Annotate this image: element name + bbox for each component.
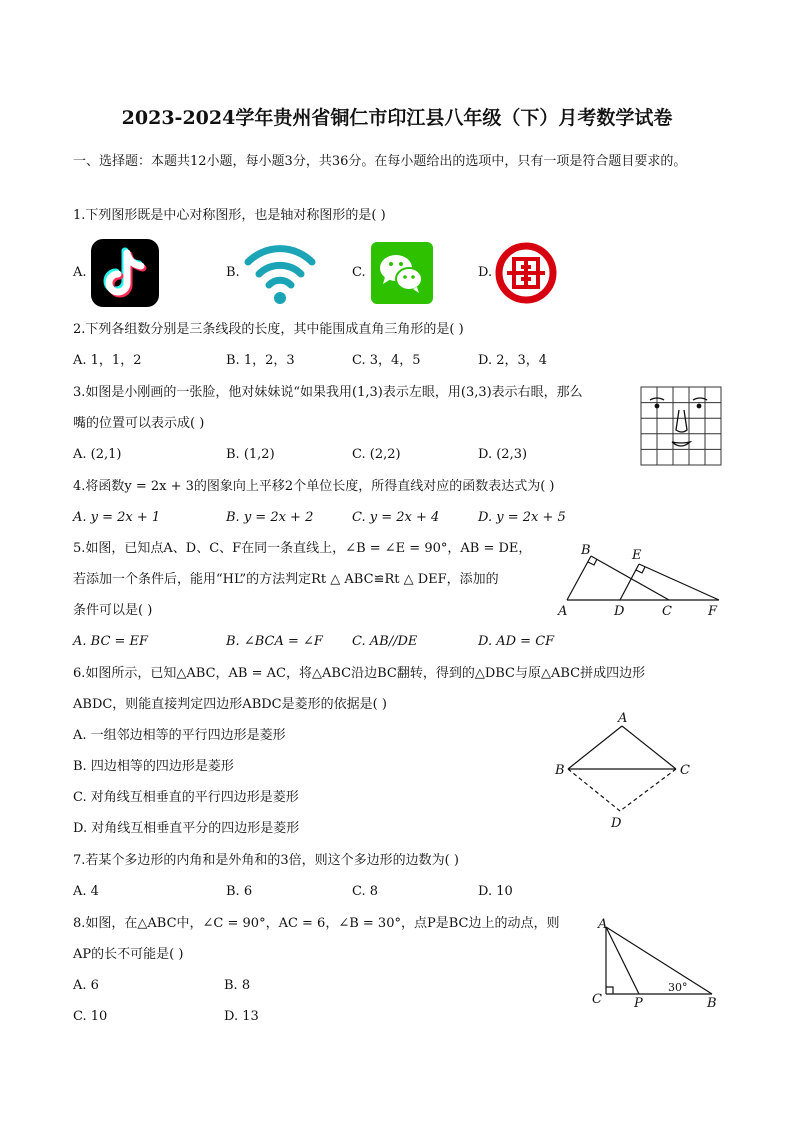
q8-option-c: C. 10 [73,1009,108,1024]
face-grid-figure [640,386,722,466]
q3-option-d: D. (2,3) [478,447,528,462]
q7-option-d: D. 10 [478,884,513,899]
question-5-stem-line3: 条件可以是( ) [73,603,153,618]
q5-label-d: D [614,604,625,619]
q5-triangles-figure [555,540,730,620]
q5-label-f: F [708,604,718,619]
q6-label-a: A [618,711,628,726]
question-5-stem-line1: 5.如图，已知点A、D、C、F在同一条直线上，∠B = ∠E = 90°，AB = DE， [73,541,532,556]
tiktok-logo-icon [91,239,159,307]
q6-option-b: B. 四边相等的四边形是菱形 [73,759,234,774]
question-4-stem: 4.将函数y = 2x + 3的图象向上平移2个单位长度，所得直线对应的函数表达式为( ) [73,479,555,494]
question-3-stem-line2: 嘴的位置可以表示成( ) [73,416,205,431]
q5-option-b: B. ∠BCA = ∠F [226,634,323,649]
q6-option-c: C. 对角线互相垂直的平行四边形是菱形 [73,790,299,805]
q2-option-d: D. 2，3，4 [478,353,548,368]
q5-label-c: C [662,604,672,619]
q8-label-p: P [634,996,643,1011]
q6-option-d: D. 对角线互相垂直平分的四边形是菱形 [73,821,300,836]
question-8-stem-line2: AP的长不可能是( ) [73,947,184,962]
q1-option-c: C. [352,265,366,280]
q3-option-b: B. (1,2) [226,447,275,462]
bank-logo-icon [495,242,557,304]
q8-option-d: D. 13 [224,1009,259,1024]
question-3-stem-line1: 3.如图是小刚画的一张脸，他对妹妹说“如果我用(1,3)表示左眼，用(3,3)表示右眼，那么 [73,385,583,400]
question-5-stem-line2: 若添加一个条件后，能用“HL”的方法判定Rt △ ABC≌Rt △ DEF，添加的 [73,572,499,587]
page-title: 2023-2024学年贵州省铜仁市印江县八年级（下）月考数学试卷 [121,107,673,129]
q4-option-a: A. y = 2x + 1 [73,510,161,525]
q6-option-a: A. 一组邻边相等的平行四边形是菱形 [73,728,286,743]
q8-angle-label: 30° [668,981,688,994]
q5-option-a: A. BC = EF [73,634,149,649]
q7-option-b: B. 6 [226,884,253,899]
q5-label-a: A [558,604,568,619]
section-heading: 一、选择题：本题共12小题，每小题3分，共36分。在每小题给出的选项中，只有一项是符合题目要求的。 [73,154,687,169]
q6-label-b: B [555,763,565,778]
q4-option-d: D. y = 2x + 5 [478,510,566,525]
q2-option-b: B. 1，2，3 [226,353,295,368]
q4-option-b: B. y = 2x + 2 [226,510,314,525]
q2-option-a: A. 1，1，2 [73,353,142,368]
q3-option-a: A. (2,1) [73,447,122,462]
question-1-stem: 1.下列图形既是中心对称图形，也是轴对称图形的是( ) [73,208,386,223]
q5-option-d: D. AD = CF [478,634,555,649]
q1-option-b: B. [226,265,240,280]
q8-label-a: A [598,917,608,932]
q6-rhombus-figure [553,710,698,830]
wechat-logo-icon [371,242,433,304]
q7-option-c: C. 8 [352,884,379,899]
q5-label-e: E [632,548,642,563]
question-8-stem-line1: 8.如图，在△ABC中，∠C = 90°，AC = 6，∠B = 30°，点P是BC边上的动点，则 [73,916,560,931]
q3-option-c: C. (2,2) [352,447,401,462]
question-7-stem: 7.若某个多边形的内角和是外角和的3倍，则这个多边形的边数为( ) [73,853,459,868]
question-2-stem: 2.下列各组数分别是三条线段的长度，其中能围成直角三角形的是( ) [73,322,464,337]
q1-option-d: D. [478,265,493,280]
q8-label-b: B [707,996,717,1011]
q5-label-b: B [581,543,591,558]
q7-option-a: A. 4 [73,884,99,899]
q6-label-d: D [611,816,622,831]
q8-label-c: C [592,992,602,1007]
question-6-stem-line2: ABDC，则能直接判定四边形ABDC是菱形的依据是( ) [73,697,387,712]
q2-option-c: C. 3，4，5 [352,353,421,368]
q1-option-a: A. [73,265,87,280]
q8-option-a: A. 6 [73,978,99,993]
wifi-icon [243,240,317,306]
question-6-stem-line1: 6.如图所示，已知△ABC，AB = AC，将△ABC沿边BC翻转，得到的△DBC与原△ABC拼成四边形 [73,666,646,681]
q8-option-b: B. 8 [224,978,251,993]
q6-label-c: C [680,763,690,778]
q4-option-c: C. y = 2x + 4 [352,510,440,525]
q5-option-c: C. AB//DE [352,634,418,649]
q8-triangle-figure [588,915,723,1015]
